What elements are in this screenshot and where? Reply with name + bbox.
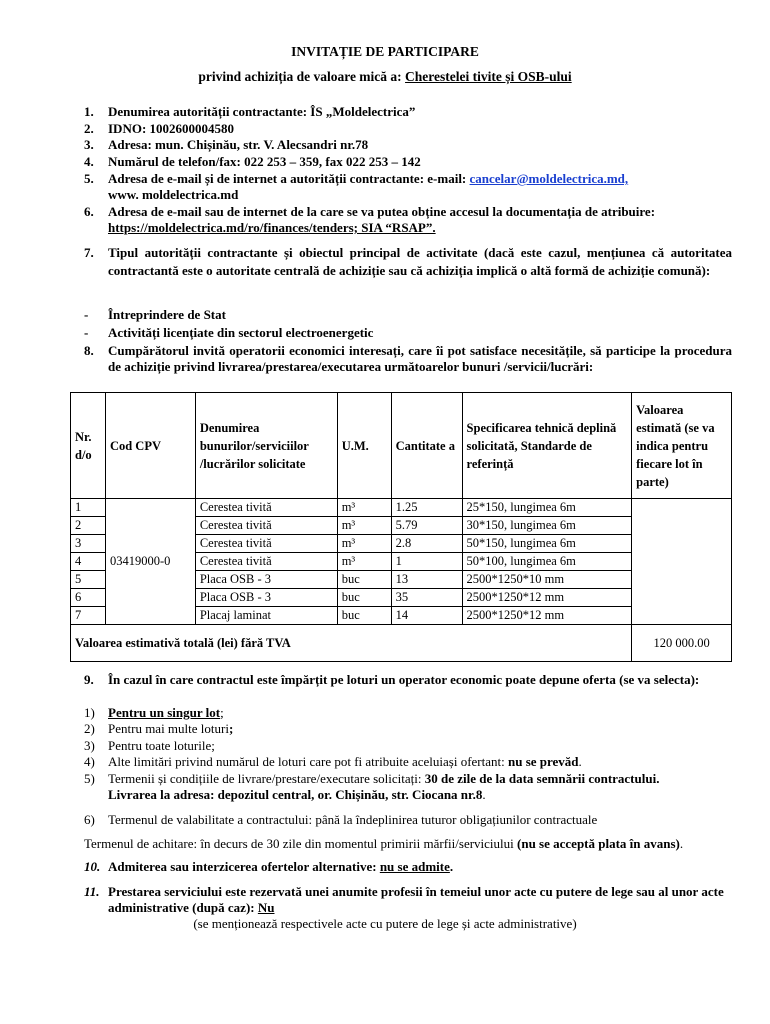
cell-um: buc: [337, 607, 391, 625]
item-6-line1: Adresa de e-mail sau de internet de la care se va putea obține accesul la documentația de atribuire:: [108, 204, 656, 219]
option-number: 2): [84, 721, 95, 736]
option-text: Termenii și condițiile de livrare/prestare/executare solicitați:: [108, 771, 425, 786]
cell-qty: 35: [391, 589, 462, 607]
delivery-address: Livrarea la adresa: depozitul central, or. Chișinău, str. Ciocana nr.8: [108, 787, 483, 802]
table-row: [71, 499, 732, 517]
total-label: Valoarea estimativă totală (lei) fără TVA: [71, 625, 632, 662]
item-text: În cazul în care contractul este împărțit pe loturi un operator economic poate depune oferta (se va selecta):: [108, 672, 700, 687]
header-value: Valoarea estimată (se va indica pentru fiecare lot în parte): [632, 393, 732, 499]
item-number: 3.: [84, 137, 94, 152]
cell-qty: 1.25: [391, 499, 462, 517]
item-number: 4.: [84, 154, 94, 169]
item-number: 7.: [84, 245, 94, 260]
dash-bullet: -: [84, 325, 89, 340]
payment-bold: (nu se acceptă plata în avans): [517, 836, 680, 851]
cell-um: buc: [337, 571, 391, 589]
item-text: Adresa: mun. Chișinău, str. V. Alecsandri nr.78: [108, 137, 369, 152]
delivery-term: 30 de zile de la data semnării contractului.: [424, 771, 660, 786]
tenders-link[interactable]: https://moldelectrica.md/ro/finances/tenders; SIA “RSAP”.: [108, 220, 436, 235]
payment-text: Termenul de achitare: în decurs de 30 zile din momentul primirii mărfii/serviciului: [84, 836, 518, 851]
procurement-table: [70, 392, 732, 662]
item-answer: nu se admite: [379, 859, 450, 874]
item-number: 2.: [84, 121, 94, 136]
header-name: Denumirea bunurilor/serviciilor /lucrărilor solicitate: [195, 393, 337, 499]
payment-end: .: [679, 836, 684, 851]
item-text: IDNO: 1002600004580: [108, 121, 235, 136]
website-text: www. moldelectrica.md: [108, 187, 239, 202]
item-text: Cumpărătorul invită operatorii economici interesați, care îi pot satisface necesitățile, să participe la procedura de achiziție privind livrarea/prestarea/executarea următoarelor bunuri /servicii/lucrări:: [108, 343, 732, 374]
cell-name: Placa OSB - 3: [195, 571, 337, 589]
cell-spec: 2500*1250*12 mm: [462, 607, 632, 625]
cell-name: Cerestea tivită: [195, 553, 337, 571]
option-end: .: [482, 787, 486, 802]
item-end: .: [449, 859, 454, 874]
item-number: 10.: [84, 859, 101, 874]
option-suffix: ;: [228, 721, 234, 736]
cell-name: Cerestea tivită: [195, 535, 337, 553]
cell-nr: 1: [71, 499, 106, 517]
legal-acts-note: (se menționează respectivele acte cu putere de lege și acte administrative): [193, 916, 577, 931]
cell-um: m³: [337, 553, 391, 571]
cell-spec: 50*100, lungimea 6m: [462, 553, 632, 571]
option-bold: nu se prevăd: [507, 754, 579, 769]
header-cpv: Cod CPV: [105, 393, 195, 499]
option-suffix: ;: [211, 738, 215, 753]
cell-nr: 2: [71, 517, 106, 535]
option-number: 6): [84, 812, 95, 827]
option-suffix: ;: [220, 705, 224, 720]
payment-term: [84, 836, 732, 852]
item-number: 9.: [84, 672, 94, 687]
item-number: 6.: [84, 204, 94, 219]
option-text: Pentru toate loturile: [108, 738, 212, 753]
cell-cpv-code: 03419000-0: [105, 499, 195, 625]
header-spec: Specificarea tehnică deplină solicitată, Standarde de referință: [462, 393, 632, 499]
item-number: 5.: [84, 171, 94, 186]
option-text: Pentru un singur lot: [108, 705, 221, 720]
table-total-row: [71, 625, 732, 662]
option-text: Alte limitări privind numărul de loturi care pot fi atribuite aceluiași ofertant:: [108, 754, 508, 769]
option-text: Termenul de valabilitate a contractului: până la îndeplinirea tuturor obligațiunilor contractuale: [108, 812, 598, 827]
cell-um: m³: [337, 535, 391, 553]
cell-qty: 14: [391, 607, 462, 625]
cell-name: Cerestea tivită: [195, 499, 337, 517]
activity-text: Întreprindere de Stat: [108, 307, 226, 322]
item-text: Prestarea serviciului este rezervată unei anumite profesii în temeiul unor acte cu putere de lege sau al unor acte administrative (după caz):: [108, 884, 724, 915]
cell-spec: 30*150, lungimea 6m: [462, 517, 632, 535]
item-text: Numărul de telefon/fax: 022 253 – 359, fax 022 253 – 142: [108, 154, 421, 169]
item-text: [108, 171, 732, 203]
item-text: Tipul autorității contractante și obiectul principal de activitate (dacă este cazul, mențiunea că autoritatea contractantă este o autoritate centrală de achiziție sau că achiziția implică o altă formă de achiziție comună):: [108, 245, 732, 278]
item-text: Denumirea autorității contractante: ÎS „Moldelectrica”: [108, 104, 416, 119]
cell-qty: 5.79: [391, 517, 462, 535]
item-text: [108, 204, 732, 236]
cell-name: Placa OSB - 3: [195, 589, 337, 607]
cell-spec: 50*150, lungimea 6m: [462, 535, 632, 553]
item-number: 11.: [84, 884, 100, 899]
cell-value-empty: [632, 499, 732, 625]
cell-nr: 7: [71, 607, 106, 625]
page-subtitle: [0, 69, 770, 85]
cell-spec: 2500*1250*12 mm: [462, 589, 632, 607]
header-um: U.M.: [337, 393, 391, 499]
activity-text: Activități licențiate din sectorul electroenergetic: [108, 325, 374, 340]
option-number: 1): [84, 705, 95, 720]
option-number: 3): [84, 738, 95, 753]
cell-name: Cerestea tivită: [195, 517, 337, 535]
cell-nr: 4: [71, 553, 106, 571]
table-header-row: [71, 393, 732, 499]
cell-name: Placaj laminat: [195, 607, 337, 625]
cell-qty: 1: [391, 553, 462, 571]
cell-nr: 3: [71, 535, 106, 553]
cell-um: m³: [337, 499, 391, 517]
subtitle-prefix: privind achiziția de valoare mică a:: [198, 69, 406, 84]
total-value: 120 000.00: [632, 625, 732, 662]
option-number: 4): [84, 754, 95, 769]
subtitle-object: Cherestelei tivite și OSB-ului: [405, 69, 572, 84]
option-end: .: [578, 754, 582, 769]
header-qty: Cantitate a: [391, 393, 462, 499]
item-text: Admiterea sau interzicerea ofertelor alternative:: [108, 859, 380, 874]
cell-spec: 2500*1250*10 mm: [462, 571, 632, 589]
email-link[interactable]: cancelar@moldelectrica.md,: [469, 171, 629, 186]
cell-qty: 2.8: [391, 535, 462, 553]
item-number: 1.: [84, 104, 94, 119]
cell-um: buc: [337, 589, 391, 607]
cell-spec: 25*150, lungimea 6m: [462, 499, 632, 517]
option-text: Pentru mai multe loturi: [108, 721, 229, 736]
cell-nr: 5: [71, 571, 106, 589]
dash-bullet: -: [84, 307, 89, 322]
cell-nr: 6: [71, 589, 106, 607]
item-number: 8.: [84, 343, 94, 358]
cell-qty: 13: [391, 571, 462, 589]
option-number: 5): [84, 771, 95, 786]
cell-um: m³: [337, 517, 391, 535]
item-answer: Nu: [257, 900, 275, 915]
header-nr: Nr. d/o: [71, 393, 106, 499]
item-5-text: Adresa de e-mail și de internet a autorității contractante: e-mail:: [108, 171, 470, 186]
page-title: INVITAȚIE DE PARTICIPARE: [291, 44, 479, 59]
